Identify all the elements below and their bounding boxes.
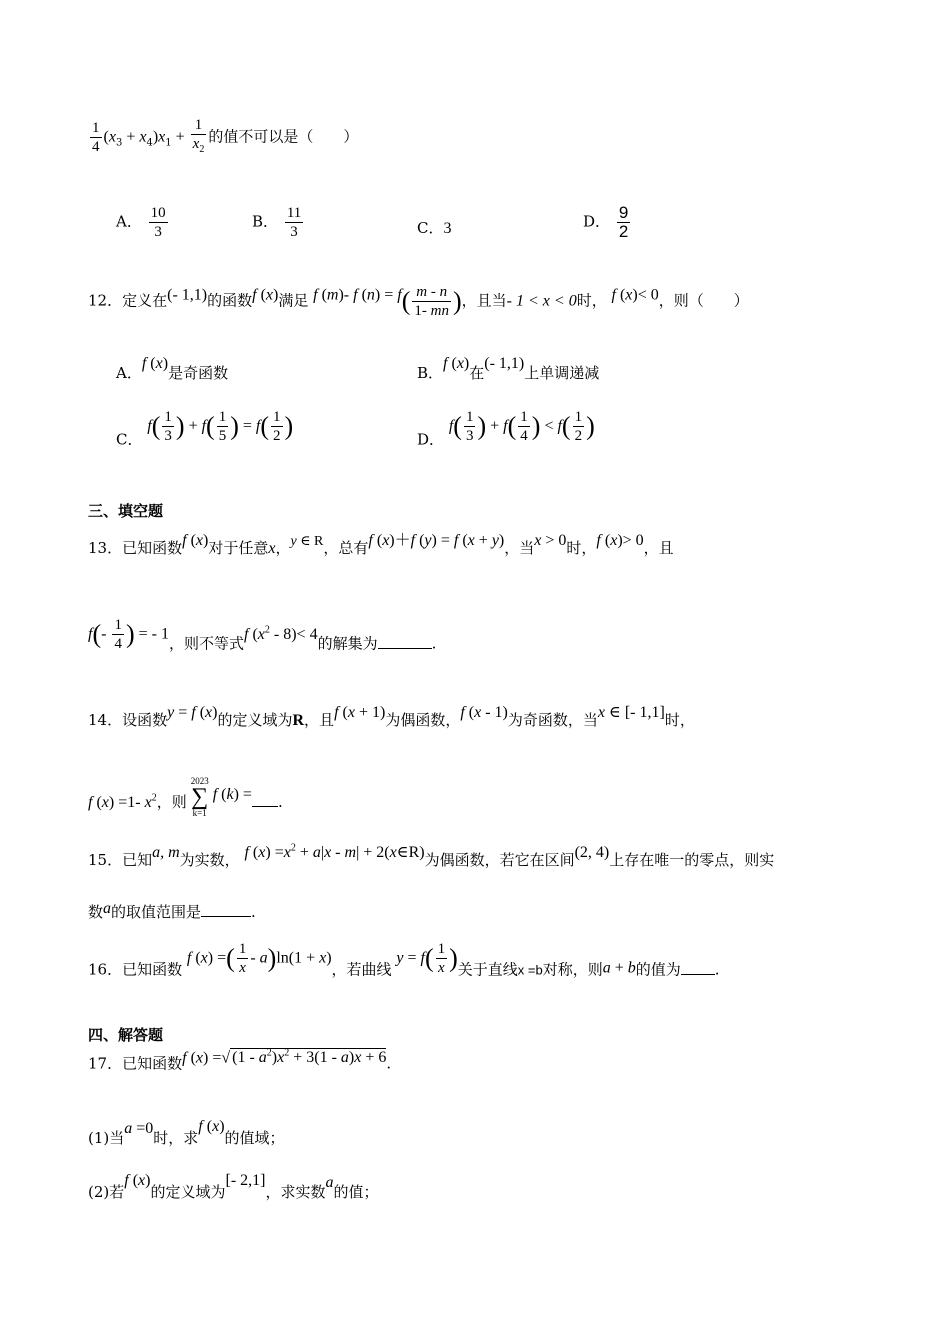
q11-tail-line: $\frac{1}{4}$ $(x_3 + x_4)x_1$ + $\frac{1}{x_2}$ 的值不可以是（ ） [88, 116, 890, 159]
option-label: A． [116, 212, 142, 231]
q13-text: ， [275, 539, 291, 557]
q17-part2-label: (2)若 [88, 1183, 125, 1201]
q15-text: 的取值范围是 [111, 903, 202, 921]
q17-text: 的值域； [224, 1129, 285, 1147]
q15-text: 上存在唯一的零点，则实 [609, 851, 775, 869]
option-text: 在 [469, 364, 485, 382]
fraction-one-over-x2: $\frac{1}{x_2}$ [192, 117, 205, 155]
question-number: 15． [88, 851, 123, 869]
q17-end: . [386, 1054, 392, 1073]
q16-line-equation: x =b [517, 962, 543, 978]
q13-text: ，总有 [323, 539, 369, 557]
q16-text: ，若曲线 [331, 960, 392, 979]
q12-option-a[interactable]: A．f (x)是奇函数 [116, 355, 229, 382]
q16-text: 已知函数 [122, 960, 183, 979]
option-label: C． [116, 430, 143, 449]
q12-text: 时， [576, 291, 607, 310]
q11-tail-text: 的值不可以是（ ） [208, 127, 359, 146]
q14-answer-blank[interactable] [252, 806, 278, 807]
option-label: A． [116, 364, 142, 382]
question-number: 13． [88, 539, 123, 557]
q14-text: 的定义域为 [217, 711, 293, 729]
option-label: B． [252, 212, 279, 231]
q15-text: 为实数， [179, 851, 240, 869]
option-fraction: $\frac{9}{2}$ [618, 203, 629, 241]
q13-answer-blank[interactable] [378, 648, 432, 649]
q17-text: 已知函数 [122, 1054, 183, 1073]
q13-text: ，则不等式 [168, 634, 244, 653]
q15-answer-blank[interactable] [201, 916, 251, 917]
q12-condition: - 1 < x < 0 [506, 292, 577, 310]
option-fraction: $\frac{10}{3}$ [150, 205, 166, 240]
q12-option-d[interactable]: D． f( $\frac{1}{3}$ ) + f( $\frac{1}{4}$ ) < f( $\frac{1}{2}$ ) [417, 409, 595, 449]
q17-part1: (1)当a =0时，求f (x)的值域； [88, 1118, 285, 1147]
q12-functional-equation: f (m)- f (n) = f [313, 286, 402, 304]
q16-text: 的值为 [635, 960, 681, 979]
q15-text: 已知 [122, 851, 153, 869]
option-label: C． [417, 219, 444, 237]
q15-interval: (2, 4) [574, 844, 610, 861]
q16-stem: 16．已知函数 f (x) =( $\frac{1}{x}$ - a)ln(1 + x)，若曲线 y = f( $\frac{1}{x}$ )关于直线x =b对称，则a + b的值为 . [88, 941, 720, 979]
q14-text: ，则 [156, 793, 187, 811]
q13-text: 时， [566, 539, 597, 557]
option-text: 上单调递减 [524, 364, 600, 382]
q14-line2: f (x) =1- $x^2$，则2023 ∑ k=1f (k) = . [88, 776, 283, 818]
q13-end: . [431, 634, 437, 653]
q17-text: 时，求 [153, 1129, 199, 1147]
q14-text: 为偶函数， [385, 711, 461, 729]
q14-stem: 14．设函数y = f (x)的定义域为R，且f (x + 1)为偶函数，f (x - 1)为奇函数，当x ∈ [- 1,1]时， [88, 704, 695, 729]
q13-line2: f(- $\frac{1}{4}$ ) = - 1，则不等式f $(x^2 - 8)< 4$的解集为 . [88, 617, 437, 653]
q13-text: 已知函数 [122, 539, 183, 557]
q13-text: ，当 [504, 539, 535, 557]
q12-interval: (- 1,1) [167, 286, 208, 304]
q17-part2: (2)若f (x)的定义域为[- 2,1]，求实数a的值； [88, 1172, 379, 1201]
q11-option-a[interactable] [116, 204, 170, 241]
q17-stem: 17．已知函数f (x) =√ $(1 - a^2)x^2 + 3(1 - a)x + 6$. [88, 1048, 392, 1073]
option-value: 3 [443, 220, 452, 237]
q11-option-b[interactable] [252, 204, 305, 241]
fraction-m-n: $\frac{m - n}{1- mn}$ [414, 284, 449, 319]
q12-text: 定义在 [122, 291, 168, 310]
q17-text: ，求实数 [265, 1183, 326, 1201]
q12-stem: 12．定义在(- 1,1)的函数f (x)满足 f (m)- f (n) = f( $\frac{m - n}{1- mn}$ )，且当- 1 < x < 0时， f (x)< 0，则（ ） [88, 284, 749, 319]
q12-text: ，则（ ） [658, 291, 749, 310]
q12-text: 满足 [278, 291, 309, 310]
section-title-fill-in: 三、填空题 [88, 502, 164, 520]
summation-symbol: 2023 ∑ k=1 [190, 776, 209, 818]
question-number: 14． [88, 711, 123, 729]
q17-text: 的值； [333, 1183, 379, 1201]
question-number: 12． [88, 291, 123, 310]
q12-text: ，且当 [461, 291, 507, 310]
q11-option-d[interactable] [583, 204, 632, 241]
q15-end: . [251, 903, 256, 921]
q17-interval: [- 2,1] [225, 1172, 266, 1189]
section-title-solve: 四、解答题 [88, 1026, 164, 1044]
option-label: D． [417, 430, 445, 449]
q14-domain-r: R [292, 712, 305, 729]
q16-text: 对称，则 [542, 960, 603, 979]
q13-text: 对于任意 [208, 539, 269, 557]
q16-answer-blank[interactable] [681, 974, 715, 975]
q16-end: . [714, 960, 720, 979]
q11-option-c[interactable] [417, 217, 451, 238]
q14-text: 时， [664, 711, 695, 729]
q15-stem: 15．已知a, m为实数， f $(x) =x^2 + a|x - m|$ + 2(x∈R)为偶函数，若它在区间(2, 4)上存在唯一的零点，则实 [88, 842, 775, 869]
option-text: 是奇函数 [168, 364, 229, 382]
q12-option-b[interactable]: B．f (x)在(- 1,1)上单调递减 [417, 355, 600, 382]
q17-text: 的定义域为 [150, 1183, 226, 1201]
option-label: B． [417, 364, 444, 382]
q14-text: 为奇函数，当 [507, 711, 598, 729]
option-label: D． [583, 212, 611, 231]
q17-part1-label: (1)当 [88, 1129, 125, 1147]
q12-option-c[interactable]: C． f( $\frac{1}{3}$ ) + f( $\frac{1}{5}$ ) = f( $\frac{1}{2}$ ) [116, 409, 294, 449]
q15-text: 为偶函数，若它在区间 [424, 851, 575, 869]
option-interval: (- 1,1) [484, 355, 525, 372]
q14-text: ，且 [304, 711, 335, 729]
question-number: 17． [88, 1054, 123, 1073]
q12-text: 的函数 [207, 291, 253, 310]
option-fraction: $\frac{11}{3}$ [286, 205, 302, 240]
q15-text: 数 [88, 903, 104, 921]
q16-text: 关于直线 [457, 960, 518, 979]
q15-line2: 数a的取值范围是 . [88, 900, 256, 921]
q14-text: 设函数 [122, 711, 168, 729]
q13-text: ，且 [643, 539, 674, 557]
q13-stem: 13．已知函数f (x)对于任意x，y ∈ R，总有f (x)＋f (y) = f (x + y)，当x > 0时，f (x)> 0，且 [88, 532, 674, 557]
question-number: 16． [88, 960, 123, 979]
q13-text: 的解集为 [317, 634, 378, 653]
q14-end: . [277, 793, 283, 811]
fraction-one-quarter: $\frac{1}{4}$ [92, 120, 100, 155]
